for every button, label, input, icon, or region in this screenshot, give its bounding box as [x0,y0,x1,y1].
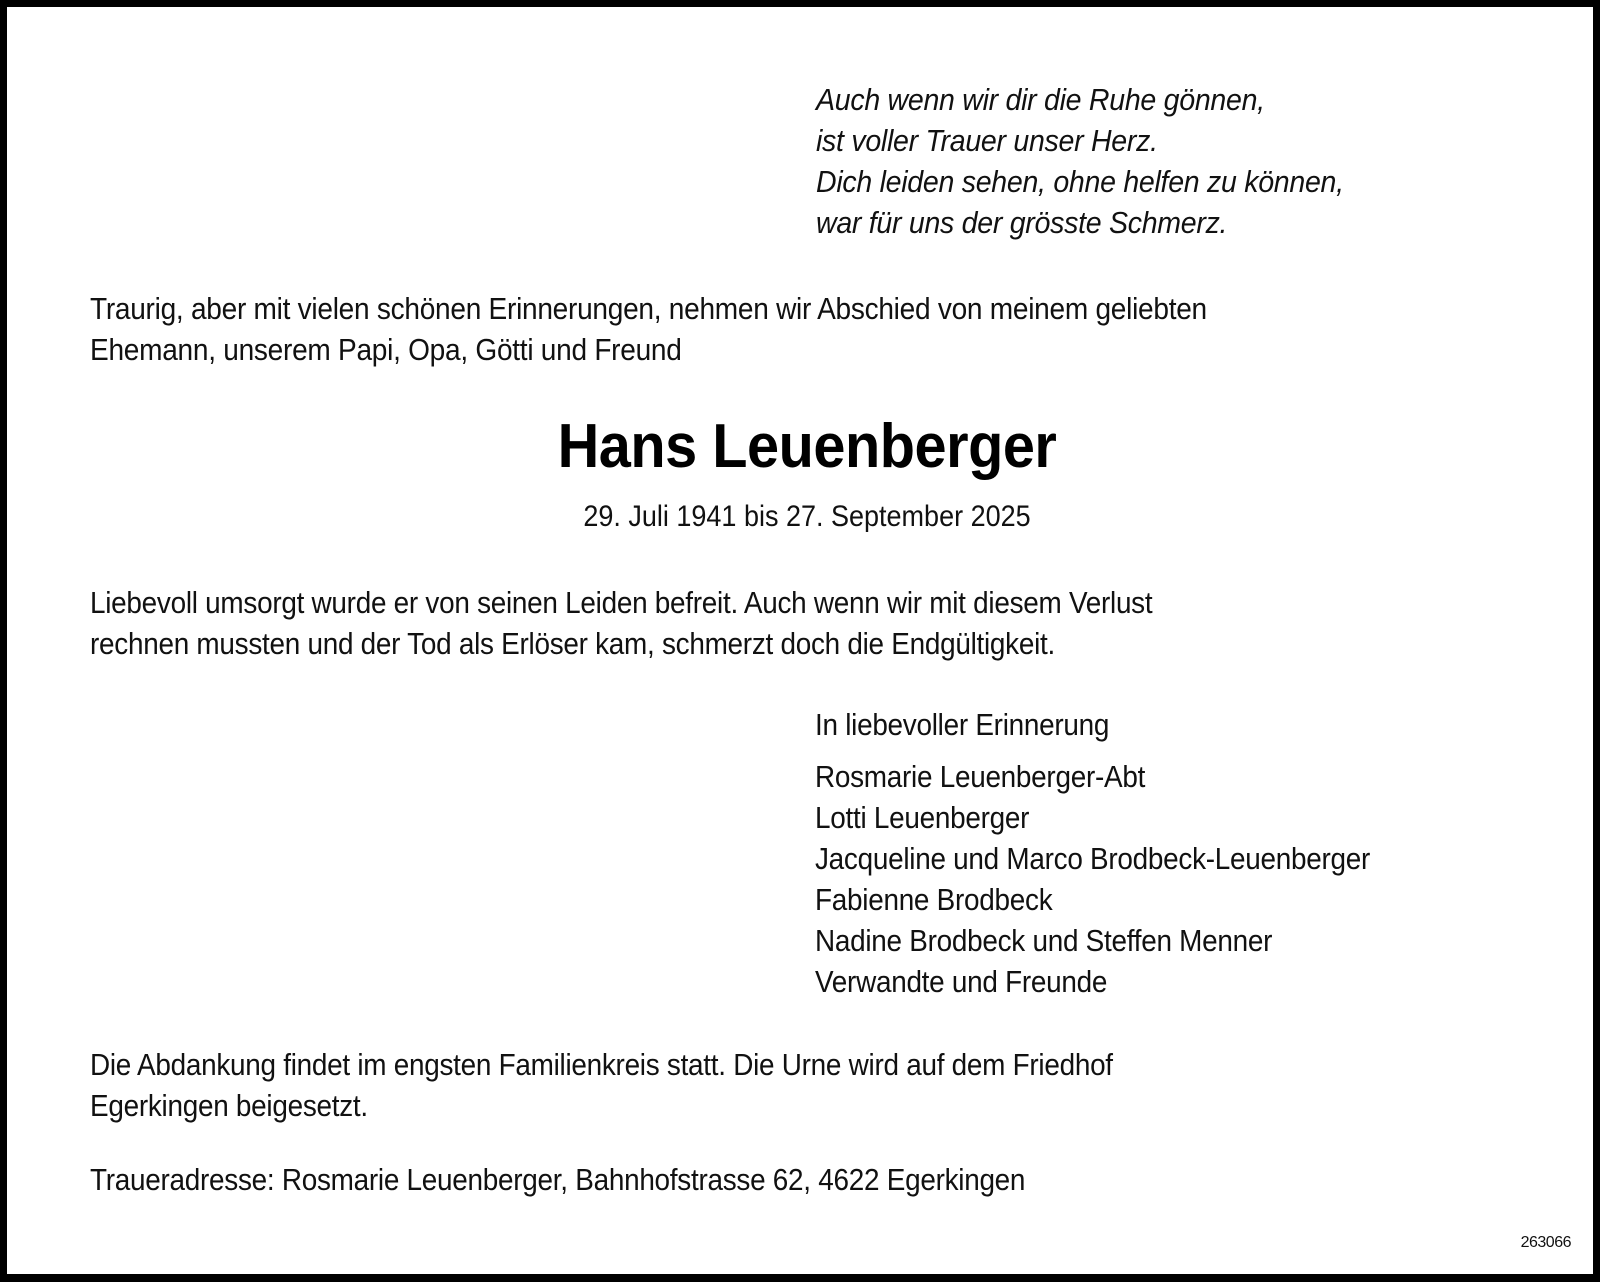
deceased-name: Hans Leuenberger [557,412,1057,481]
mourners-list [815,756,1370,1002]
mourning-address: Traueradresse: Rosmarie Leuenberger, Bahnhofstrasse 62, 4622 Egerkingen [90,1162,1026,1197]
intro-paragraph [90,288,1207,370]
intro-line: Traurig, aber mit vielen schönen Erinnerungen, nehmen wir Abschied von meinem geliebten [90,291,1207,326]
message-line: rechnen mussten und der Tod als Erlöser kam, schmerzt doch die Endgültigkeit. [90,626,1056,661]
mourner-name: Nadine Brodbeck und Steffen Menner [815,923,1273,958]
ad-reference-number: 263066 [1520,1234,1571,1251]
mourners-heading: In liebevoller Erinnerung [815,707,1110,742]
poem-line: Auch wenn wir dir die Ruhe gönnen, [816,82,1265,117]
message-paragraph [90,582,1152,664]
poem-line: ist voller Trauer unser Herz. [816,123,1158,158]
intro-line: Ehemann, unserem Papi, Opa, Götti und Freund [90,332,682,367]
mourner-name: Rosmarie Leuenberger-Abt [815,759,1146,794]
mourner-name: Lotti Leuenberger [815,800,1030,835]
mourner-name: Verwandte und Freunde [815,964,1108,999]
mourner-name: Jacqueline und Marco Brodbeck-Leuenberger [815,841,1371,876]
ceremony-paragraph [90,1044,1113,1126]
ceremony-line: Egerkingen beigesetzt. [90,1088,368,1123]
poem-verse [816,79,1344,243]
ceremony-line: Die Abdankung findet im engsten Familienkreis statt. Die Urne wird auf dem Friedhof [90,1047,1113,1082]
poem-line: war für uns der grösste Schmerz. [816,205,1228,240]
life-dates: 29. Juli 1941 bis 27. September 2025 [583,500,1031,533]
mourner-name: Fabienne Brodbeck [815,882,1053,917]
message-line: Liebevoll umsorgt wurde er von seinen Leiden befreit. Auch wenn wir mit diesem Verlust [90,585,1153,620]
poem-line: Dich leiden sehen, ohne helfen zu können, [816,164,1344,199]
